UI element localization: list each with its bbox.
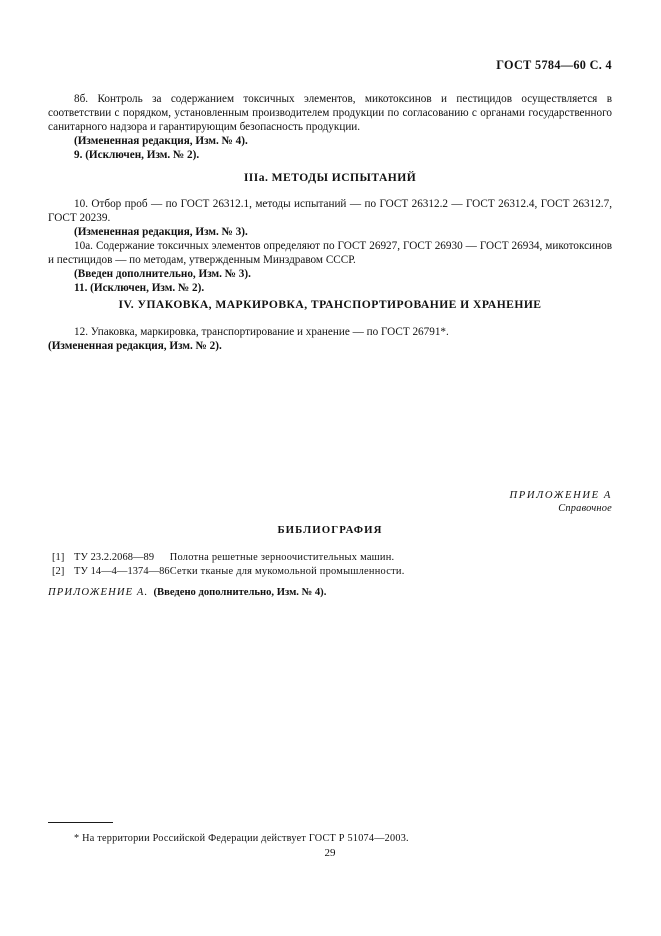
clause-8b-text: 8б. Контроль за содержанием токсичных элементов, микотоксинов и пестицидов осуществляется в соответствии с порядком, установленным производителем продукции по согласованию с органами государственного санитарного надзора и гарантирующим безопасность продукции. [48, 93, 612, 133]
bibliography-list [48, 551, 612, 578]
clause-9-text: 9. (Исключен, Изм. № 2). [74, 149, 200, 161]
running-head: ГОСТ 5784—60 С. 4 [496, 58, 612, 72]
bibliography-entry-title: Полотна решетные зерноочистительных машин. [169, 552, 395, 563]
bibliography-entry-code: ТУ 23.2.2068—89 [74, 552, 155, 563]
clause-12-note: (Измененная редакция, Изм. № 2). [48, 340, 222, 352]
clause-8b-block [48, 92, 612, 162]
footnote-block [48, 832, 612, 845]
bibliography-entry-title: Сетки тканые для мукомольной промышленности. [169, 565, 405, 577]
appendix-subtitle: Справочное [558, 503, 612, 514]
clause-12-block [48, 325, 612, 353]
clause-8b-note: (Измененная редакция, Изм. № 4). [74, 135, 248, 147]
bibliography-entry-number: [1] [52, 552, 65, 563]
bibliography-row [52, 565, 405, 579]
bibliography-row [52, 551, 405, 565]
clause-10-block [48, 197, 612, 239]
bibliography-entry-code: ТУ 14—4—1374—86 [74, 565, 170, 577]
clause-10a-note: (Введен дополнительно, Изм. № 3). [74, 268, 251, 280]
appendix-note-block [48, 586, 612, 600]
section-4-block [48, 298, 612, 312]
clause-10a-block [48, 239, 612, 295]
clause-10-text: 10. Отбор проб — по ГОСТ 26312.1, методы испытаний — по ГОСТ 26312.2 — ГОСТ 26312.4, ГОСТ 26312.7, ГОСТ 20239. [48, 198, 612, 224]
footnote-separator [48, 822, 113, 823]
clause-10a-text: 10а. Содержание токсичных элементов определяют по ГОСТ 26927, ГОСТ 26930 — ГОСТ 26934, микотоксинов и пестицидов — по методам, утвержденным Минздравом СССР. [48, 240, 612, 266]
clause-12-text: 12. Упаковка, маркировка, транспортирование и хранение — по ГОСТ 26791*. [74, 326, 449, 338]
clause-11-text: 11. (Исключен, Изм. № 2). [74, 282, 205, 294]
page-number: 29 [324, 847, 336, 859]
appendix-note-text: (Введено дополнительно, Изм. № 4). [153, 587, 327, 598]
section-4-heading: IV. УПАКОВКА, МАРКИРОВКА, ТРАНСПОРТИРОВАНИЕ И ХРАНЕНИЕ [118, 298, 542, 311]
bibliography-heading-block [48, 524, 612, 536]
footnote-text: * На территории Российской Федерации действует ГОСТ Р 51074—2003. [74, 833, 409, 844]
appendix-note-label: ПРИЛОЖЕНИЕ А. [48, 587, 149, 598]
section-3a-block [48, 171, 612, 185]
bibliography-entry-number: [2] [52, 565, 65, 577]
section-3a-heading: IIIa. МЕТОДЫ ИСПЫТАНИЙ [243, 171, 417, 184]
clause-10-note: (Измененная редакция, Изм. № 3). [74, 226, 248, 238]
bibliography-heading: БИБЛИОГРАФИЯ [277, 524, 383, 536]
appendix-label-block [48, 489, 612, 515]
appendix-title: ПРИЛОЖЕНИЕ А [509, 490, 612, 501]
